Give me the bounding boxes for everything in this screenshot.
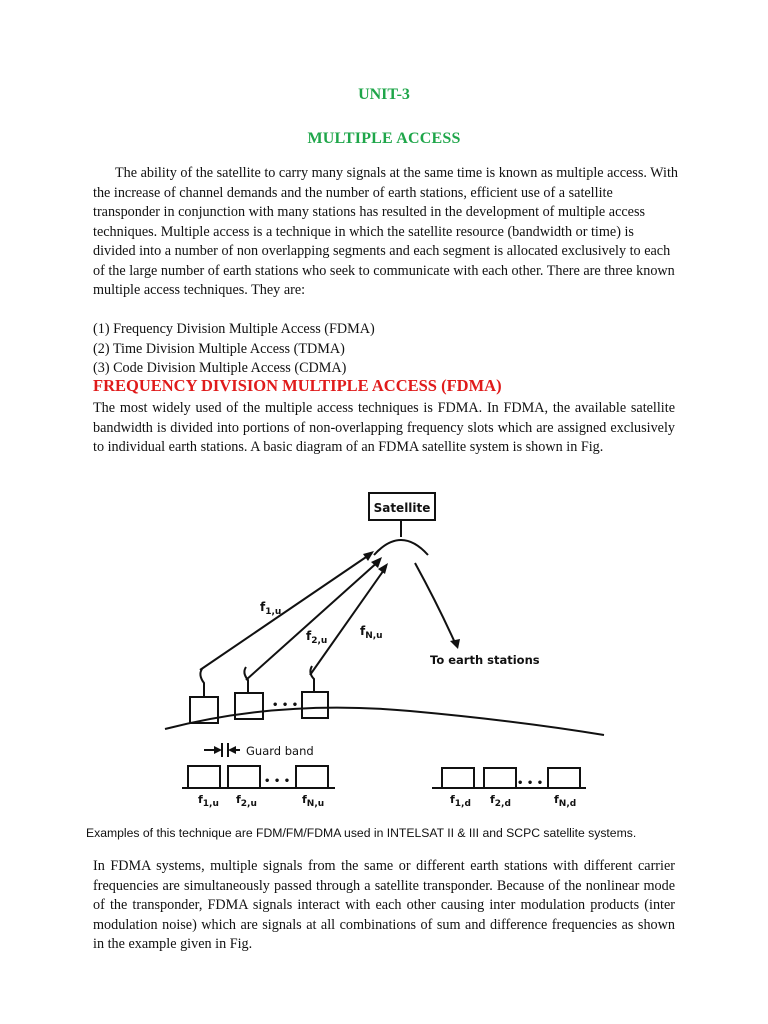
downlink-axis-label-1: $f_{1,d}$	[450, 793, 471, 809]
intro-text: The ability of the satellite to carry many signals at the same time is known as multiple access. With the increase of channel demands and the number of earth stations, efficient use of a satellite transponder in conjunction with many stations has resulted in the development of multiple access techniques. Multiple access is a technique in which the satellite resource (bandwidth or time) is divided into a number of non overlapping segments and each segment is allocated exclusively to each of the large number of earth stations who seek to communicate with each other. There are three known multiple access techniques. They are:	[93, 165, 678, 298]
uplink-arrow-2	[246, 560, 380, 680]
technique-item: (1) Frequency Division Multiple Access (FDMA)	[93, 321, 375, 337]
satellite-label: Satellite	[373, 501, 431, 515]
station-ellipsis: • • •	[272, 700, 299, 711]
downlink-slot-2	[484, 768, 516, 788]
uplink-axis-label-1: $f_{1,u}$	[198, 793, 219, 809]
station-antenna-1	[200, 669, 204, 697]
uplink-label-2: $f_{2,u}$	[306, 629, 328, 646]
uplink-slot-3	[296, 766, 328, 788]
technique-item: (3) Code Division Multiple Access (CDMA)	[93, 360, 347, 376]
downlink-ellipsis: • • •	[517, 778, 544, 789]
uplink-arrowhead-3	[378, 563, 388, 574]
satellite-dish	[374, 540, 428, 555]
downlink-axis-label-2: $f_{2,d}$	[490, 793, 511, 809]
fdma-paragraph-2: In FDMA systems, multiple signals from the same or different earth stations with different carrier frequencies are simultaneously passed through a satellite transponder. Because of the nonlinear mode of the transponder, FDMA signals interact with each other causing inter modulation products (inter modulation noise) which are signals at all combinations of sum and difference frequencies as shown in the example given in Fig.	[93, 858, 675, 952]
downlink-slot-3	[548, 768, 580, 788]
guard-band-head-left	[214, 746, 222, 754]
guard-band-head-right	[228, 746, 236, 754]
fdma-paragraph: The most widely used of the multiple access techniques is FDMA. In FDMA, the available satellite bandwidth is divided into portions of non-overlapping frequency slots which are assigned exclusively to individual earth stations. A basic diagram of an FDMA satellite system is shown in Fig.	[93, 400, 675, 455]
downlink-arrow	[415, 563, 456, 645]
downlink-arrowhead	[450, 639, 460, 649]
earth-station-3	[302, 692, 328, 718]
uplink-arrow-3	[310, 567, 386, 675]
uplink-arrowhead-1	[363, 551, 374, 561]
fdma-heading: FREQUENCY DIVISION MULTIPLE ACCESS (FDMA)	[93, 376, 502, 395]
earth-surface	[165, 708, 604, 735]
uplink-axis-label-3: $f_{N,u}$	[302, 793, 325, 809]
uplink-label-3: $f_{N,u}$	[360, 624, 383, 641]
uplink-slot-2	[228, 766, 260, 788]
to-earth-label: To earth stations	[430, 653, 540, 667]
uplink-axis-label-2: $f_{2,u}$	[236, 793, 257, 809]
figure-caption: Examples of this technique are FDM/FM/FDMA used in INTELSAT II & III and SCPC satellite systems.	[86, 826, 637, 840]
guard-band-label: Guard band	[246, 744, 314, 758]
uplink-arrow-1	[200, 553, 372, 670]
technique-item: (2) Time Division Multiple Access (TDMA)	[93, 340, 345, 357]
unit-title: UNIT-3	[358, 86, 410, 103]
uplink-slot-1	[188, 766, 220, 788]
downlink-axis-label-3: $f_{N,d}$	[554, 793, 577, 809]
fdma-diagram-svg	[160, 485, 620, 820]
uplink-label-1: $f_{1,u}$	[260, 600, 282, 617]
uplink-ellipsis: • • •	[264, 776, 291, 787]
fdma-diagram	[160, 485, 620, 820]
section-title: MULTIPLE ACCESS	[307, 130, 461, 147]
downlink-slot-1	[442, 768, 474, 788]
intro-paragraph	[93, 164, 678, 301]
techniques-list	[93, 320, 678, 379]
